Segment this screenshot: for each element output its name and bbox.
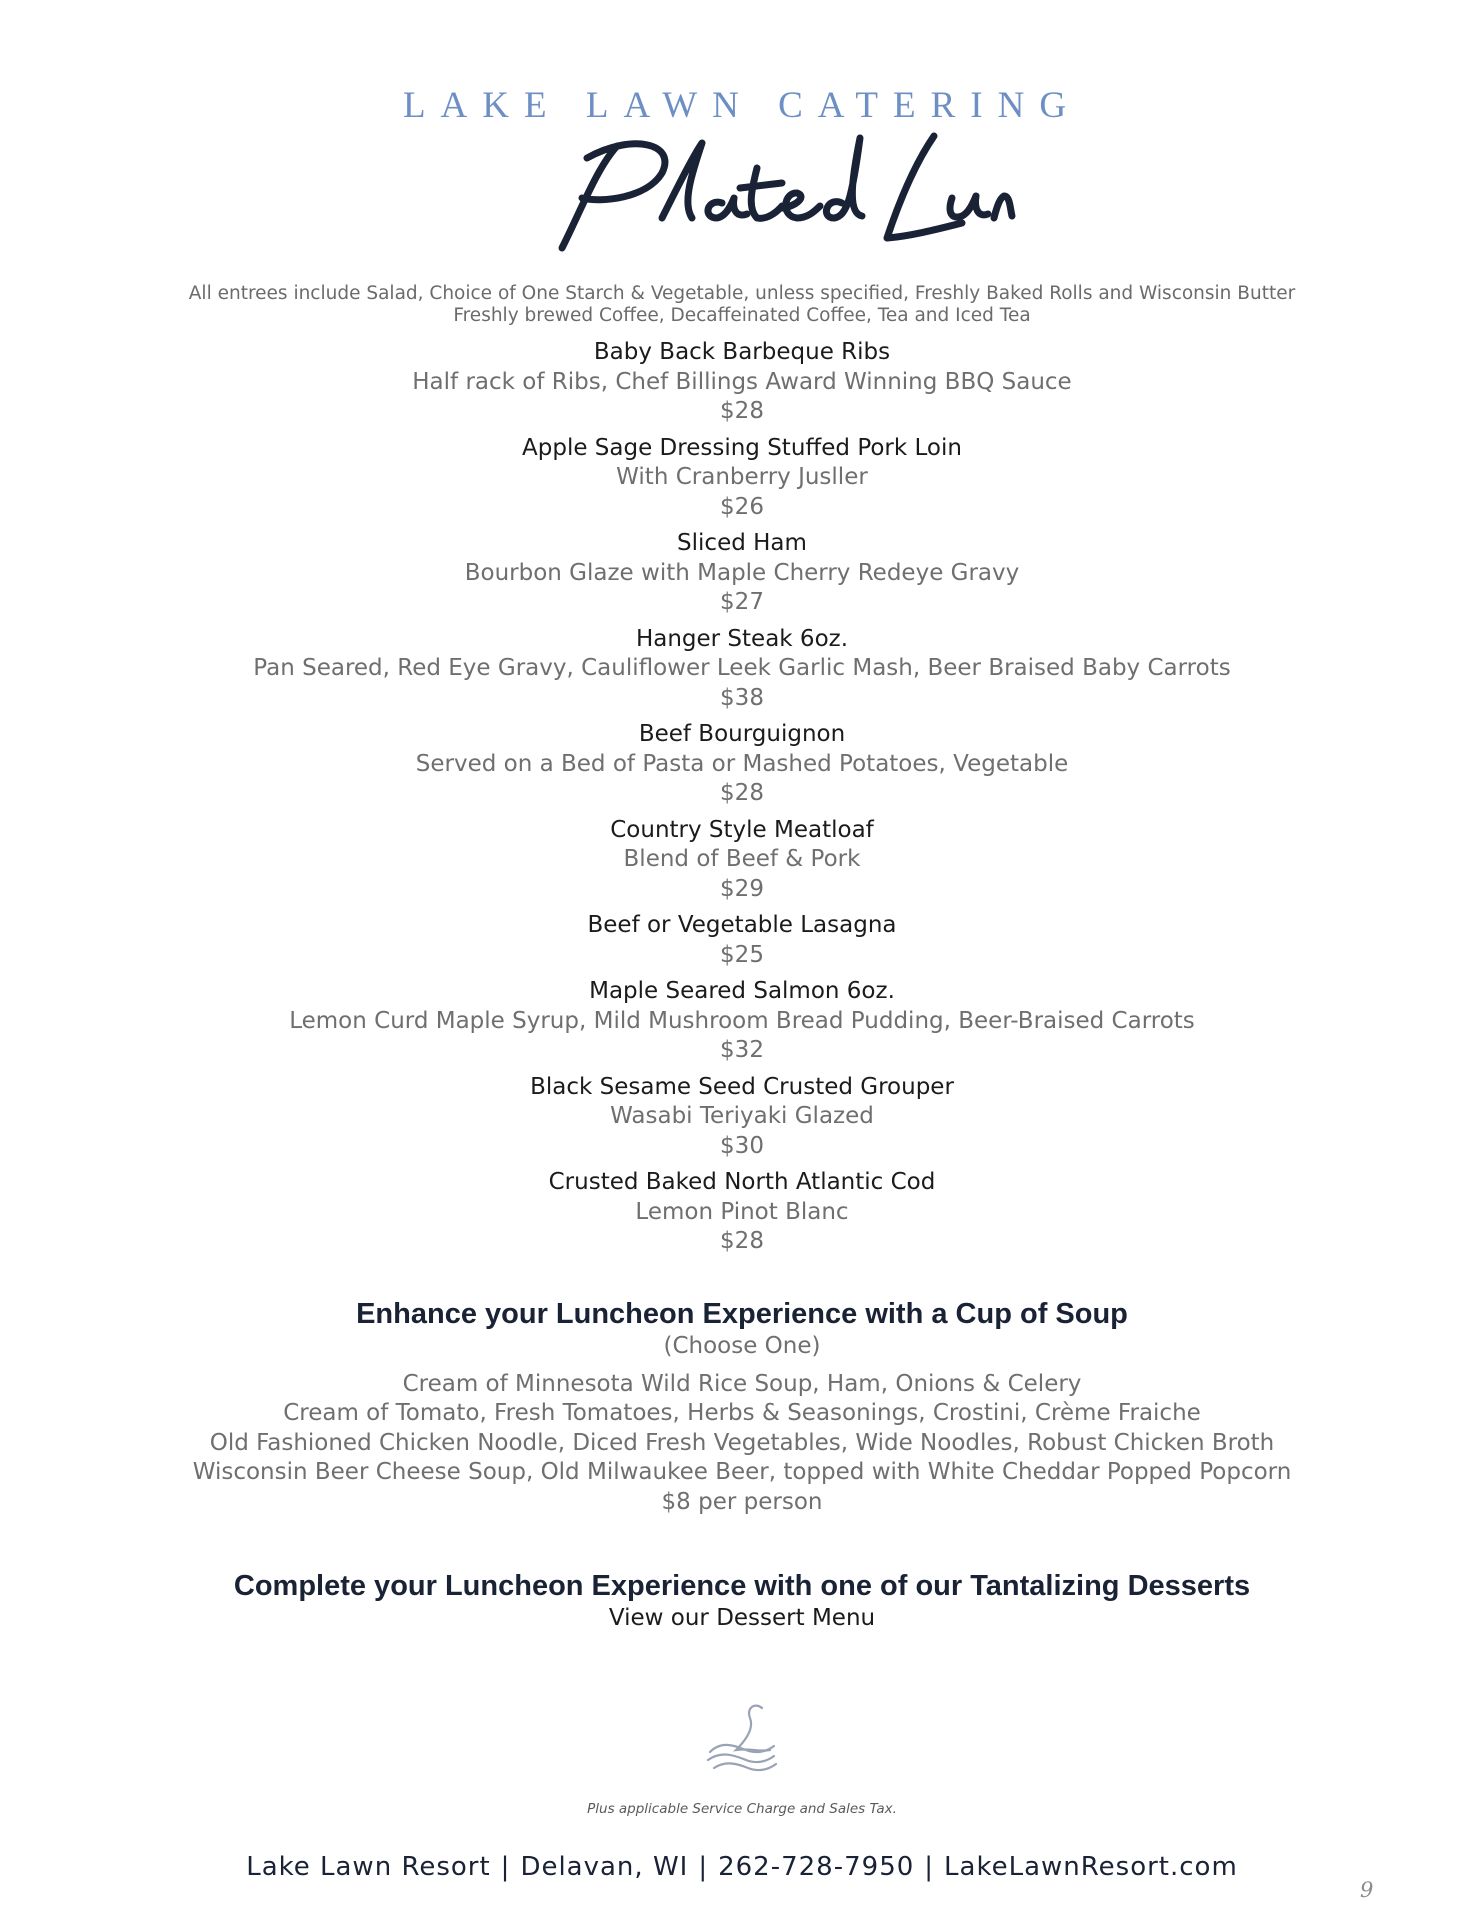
entree-list [0,338,1484,1264]
footer-resort: Lake Lawn Resort [246,1852,491,1882]
soup-options [0,1370,1484,1518]
entree-item [0,1073,1484,1162]
soup-option: Cream of Minnesota Wild Rice Soup, Ham, Onions & Celery [402,1370,1082,1397]
entree-item [0,1168,1484,1257]
entree-description: Bourbon Glaze with Maple Cherry Redeye Gravy [464,559,1020,586]
entree-item [0,625,1484,714]
soup-choose-note: (Choose One) [663,1333,821,1359]
entree-item [0,338,1484,427]
dessert-heading: Complete your Luncheon Experience with one of our Tantalizing Desserts [233,1570,1251,1602]
entree-price: $27 [720,589,764,615]
footer-separator: | [698,1852,709,1882]
footer-phone: 262-728-7950 [718,1852,915,1882]
entree-item [0,529,1484,618]
entree-description: Blend of Beef & Pork [623,846,861,872]
entree-name: Black Sesame Seed Crusted Grouper [530,1073,954,1100]
soup-option: Wisconsin Beer Cheese Soup, Old Milwaukee Beer, topped with White Cheddar Popped Popcorn [192,1459,1292,1485]
entree-price: $32 [720,1037,764,1063]
entree-price: $28 [720,1228,764,1254]
plated-lunch-script-title [542,128,1022,256]
entree-name: Beef or Vegetable Lasagna [587,912,897,938]
soup-option: Cream of Tomato, Fresh Tomatoes, Herbs & Seasonings, Crostini, Crème Fraiche [283,1400,1201,1426]
soup-section [0,1296,1484,1517]
entree-description: Served on a Bed of Pasta or Mashed Potatoes, Vegetable [415,750,1069,777]
soup-heading: Enhance your Luncheon Experience with a Cup of Soup [356,1298,1128,1330]
entree-item [0,977,1484,1066]
entree-description: Lemon Curd Maple Syrup, Mild Mushroom Bread Pudding, Beer-Braised Carrots [289,1007,1195,1034]
entree-name: Beef Bourguignon [638,721,846,747]
footer-separator: | [924,1852,935,1882]
page-number: 9 [1360,1878,1374,1902]
entree-name: Maple Seared Salmon 6oz. [589,978,895,1004]
entree-name: Country Style Meatloaf [610,816,874,843]
entree-name: Baby Back Barbeque Ribs [593,339,891,365]
entree-description: Half rack of Ribs, Chef Billings Award Winning BBQ Sauce [412,368,1072,395]
entree-name: Crusted Baked North Atlantic Cod [548,1169,936,1195]
entree-price: $29 [720,875,764,902]
intro-line-1: All entrees include Salad, Choice of One Starch & Vegetable, unless specified, Freshly Baked Rolls and Wisconsin Butter [188,283,1296,304]
intro-line-2: Freshly brewed Coffee, Decaffeinated Coffee, Tea and Iced Tea [453,305,1031,326]
entree-name: Apple Sage Dressing Stuffed Pork Loin [522,434,962,461]
entree-item [0,911,1484,970]
footer-website[interactable]: LakeLawnResort.com [944,1852,1238,1882]
footer-separator: | [500,1852,511,1882]
soup-option: Old Fashioned Chicken Noodle, Diced Fresh Vegetables, Wide Noodles, Robust Chicken Broth [209,1429,1275,1456]
entree-price: $30 [720,1132,764,1159]
entree-price: $38 [720,684,764,711]
entree-description: Wasabi Teriyaki Glazed [610,1103,874,1129]
footer-location: Delavan, WI [520,1852,689,1882]
entree-description: With Cranberry Jusller [616,464,868,490]
dessert-menu-link[interactable]: View our Dessert Menu [608,1605,876,1631]
entree-price: $28 [720,398,764,424]
footer-contact [0,1852,1484,1882]
entree-item [0,720,1484,809]
tax-note: Plus applicable Service Charge and Sales Tax. [587,1801,897,1817]
entree-price: $25 [720,941,764,968]
entree-price: $26 [720,493,764,520]
entree-name: Sliced Ham [677,530,807,556]
brand-name: LAKE LAWN CATERING [402,85,1082,126]
entree-description: Lemon Pinot Blanc [635,1198,849,1225]
lake-lawn-l-wave-logo [700,1700,784,1780]
entree-name: Hanger Steak 6oz. [635,625,849,652]
entree-item [0,816,1484,905]
entree-item [0,434,1484,523]
soup-price: $8 per person [661,1488,823,1515]
intro-text [0,283,1484,327]
entree-description: Pan Seared, Red Eye Gravy, Cauliflower Leek Garlic Mash, Beer Braised Baby Carrots [253,655,1231,681]
dessert-section [0,1568,1484,1634]
entree-price: $28 [720,780,764,806]
